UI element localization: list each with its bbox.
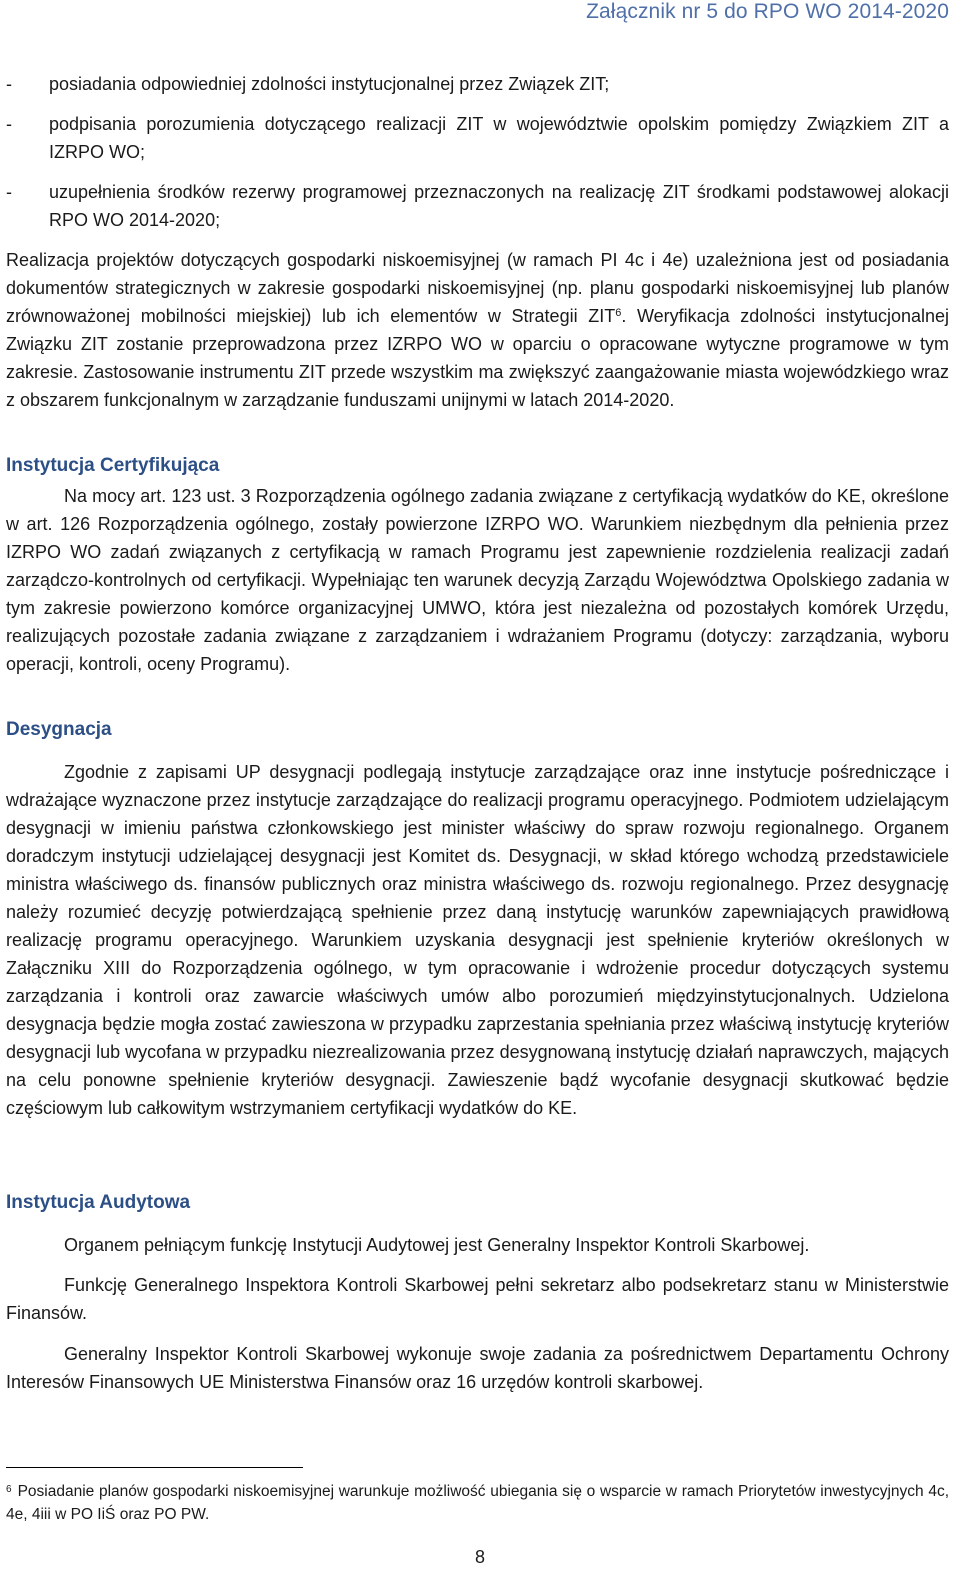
list-item-text: podpisania porozumienia dotyczącego realizacji ZIT w województwie opolskim pomiędzy Związkiem ZIT a IZRPO WO; [49, 114, 949, 162]
list-item-text: posiadania odpowiedniej zdolności instytucjonalnej przez Związek ZIT; [49, 74, 610, 94]
section-heading-audit: Instytucja Audytowa [6, 1192, 191, 1213]
footnote-reference[interactable]: 6 [615, 307, 622, 319]
audit-paragraph-1: Organem pełniącym funkcję Instytucji Audytowej jest Generalny Inspektor Kontroli Skarbowej. [64, 1235, 810, 1255]
certifying-paragraph: Na mocy art. 123 ust. 3 Rozporządzenia ogólnego zadania związane z certyfikacją wydatków do KE, określone w art. 126 Rozporządzenia ogólnego, zostały powierzone IZRPO WO. Warunkiem niezbędnym dla pełnienia przez IZRPO WO zadań związanych z certyfikacją w ramach Programu jest zapewnienie rozdzielenia realizacji zadań zarządczo-kontrolnych od certyfikacji. Wypełniając ten warunek decyzją Zarządu Województwa Opolskiego zadania w tym zakresie powierzono komórce organizacyjnej UMWO, która jest niezależna od pozostałych komórek Urzędu, realizujących pozostałe zadania związane z zarządzaniem i wdrażaniem Programu (dotyczy: zarządzania, wyboru operacji, kontroli, oceny Programu). [6, 486, 949, 674]
section-heading-designation: Desygnacja [6, 719, 112, 740]
list-item [6, 178, 949, 234]
audit-paragraph-2: Funkcję Generalnego Inspektora Kontroli Skarbowej pełni sekretarz albo podsekretarz stanu w Ministerstwie Finansów. [6, 1275, 949, 1323]
footnote-text: Posiadanie planów gospodarki niskoemisyjnej warunkuje możliwość ubiegania się o wsparcie w ramach Priorytetów inwestycyjnych 4c, 4e, 4iii w PO IiŚ oraz PO PW. [6, 1483, 949, 1523]
page-header-title: Załącznik nr 5 do RPO WO 2014-2020 [586, 0, 949, 23]
footnote-separator [6, 1467, 303, 1468]
footnote-number: 6 [6, 1484, 12, 1495]
footnote [6, 1480, 949, 1526]
list-dash: - [6, 74, 12, 94]
list-item [6, 70, 949, 98]
zit-paragraph-part2: . Weryfikacja zdolności instytucjonalnej Związku ZIT zostanie przeprowadzona przez IZRPO WO w oparciu o opracowane wytyczne programowe w tym zakresie. Zastosowanie instrumentu ZIT przede wszystkim ma zwiększyć zaangażowanie miasta wojewódzkiego wraz z obszarem funkcjonalnym w zarządzanie funduszami unijnymi w latach 2014-2020. [6, 306, 950, 410]
list-dash: - [6, 114, 12, 134]
list-dash: - [6, 182, 12, 202]
page-number: 8 [474, 1547, 485, 1567]
zit-paragraph [6, 246, 949, 414]
section-heading-certifying: Instytucja Certyfikująca [6, 455, 220, 476]
zit-paragraph-part1: Realizacja projektów dotyczących gospodarki niskoemisyjnej (w ramach PI 4c i 4e) uzależniona jest od posiadania dokumentów strategicznych w zakresie gospodarki niskoemisyjnej (np. planu gospodarki niskoemisyjnej lub planów zrównoważonej mobilności miejskiej) lub ich elementów w Strategii ZIT [6, 250, 949, 326]
list-item-text: uzupełnienia środków rezerwy programowej przeznaczonych na realizację ZIT środkami podstawowej alokacji RPO WO 2014-2020; [49, 182, 949, 230]
list-item [6, 110, 949, 166]
audit-paragraph-3: Generalny Inspektor Kontroli Skarbowej wykonuje swoje zadania za pośrednictwem Departamentu Ochrony Interesów Finansowych UE Ministerstwa Finansów oraz 16 urzędów kontroli skarbowej. [6, 1344, 949, 1392]
designation-paragraph: Zgodnie z zapisami UP desygnacji podlegają instytucje zarządzające oraz inne instytucje pośredniczące i wdrażające wyznaczone przez instytucje zarządzające do realizacji programu operacyjnego. Podmiotem udzielającym desygnacji w imieniu państwa członkowskiego jest minister właściwy do spraw rozwoju regionalnego. Organem doradczym instytucji udzielającej desygnacji jest Komitet ds. Desygnacji, w skład którego wchodzą przedstawiciele ministra właściwego ds. finansów publicznych oraz ministra właściwego ds. rozwoju regionalnego. Przez desygnację należy rozumieć decyzję potwierdzającą spełnienie przez daną instytucję warunków zapewniających prawidłową realizację programu operacyjnego. Warunkiem uzyskania desygnacji jest spełnienie kryteriów określonych w Załączniku XIII do Rozporządzenia ogólnego, w tym opracowanie i wdrożenie procedur dotyczących systemu zarządzania i kontroli oraz zawarcie właściwych umów albo porozumień międzyinstytucjonalnych. Udzielona desygnacja będzie mogła zostać zawieszona w przypadku zaprzestania spełniania przez właściwą instytucję kryteriów desygnacji lub wycofana w przypadku niezrealizowania przez desygnowaną instytucję działań naprawczych, mających na celu ponowne spełnienie kryteriów desygnacji. Zawieszenie bądź wycofanie desygnacji skutkować będzie częściowym lub całkowitym wstrzymaniem certyfikacji wydatków do KE. [6, 762, 949, 1118]
